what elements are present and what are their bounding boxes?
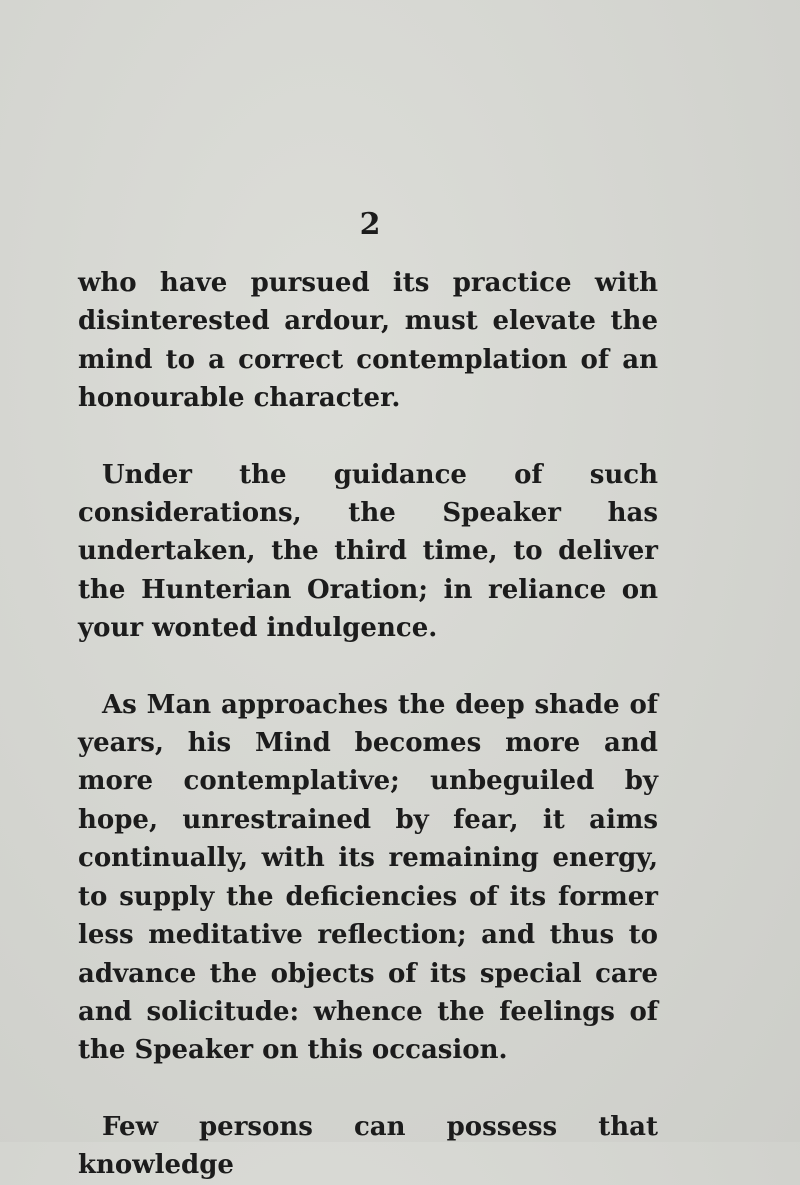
paragraph-continuation: who have pursued its practice with disinterested ardour, must elevate the mind to a correct contemplation of an honourable character. bbox=[78, 268, 658, 414]
page-number: 2 bbox=[359, 207, 381, 242]
paragraph-few-persons: Few persons can possess that knowledge bbox=[78, 1111, 658, 1181]
page-body bbox=[78, 264, 658, 1185]
paragraph-man-approaches: As Man approaches the deep shade of years, his Mind becomes more and more contemplative; unbeguiled by hope, unrestrained by fear, it aims continually, with its remaining energy, to supply the deficiencies of its former less meditative reflection; and thus to advance the objects of its special care and solicitude: whence the feelings of the Speaker on this occasion. bbox=[78, 689, 658, 1066]
paragraph-hunterian-oration: Under the guidance of such considerations, the Speaker has undertaken, the third time, to deliver the Hunterian Oration; in reliance on your wonted indulgence. bbox=[78, 459, 658, 644]
